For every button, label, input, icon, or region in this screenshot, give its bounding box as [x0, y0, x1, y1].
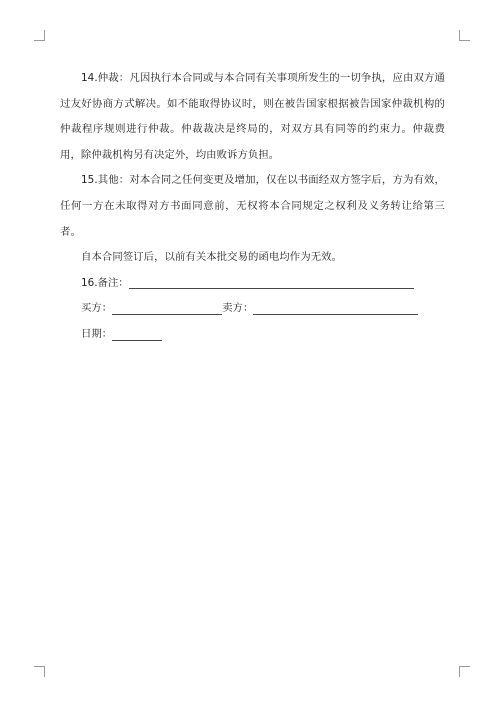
crop-mark-bottom-left — [34, 666, 45, 677]
remark-line — [60, 271, 445, 297]
date-label: 日期： — [81, 327, 113, 340]
buyer-blank[interactable] — [112, 302, 222, 315]
clause-other: 15.其他：对本合同之任何变更及增加，仅在以书面经双方签字后，方为有效，任何一方在未取得对方书面同意前，无权将本合同规定之权利及义务转让给第三者。 — [60, 174, 445, 238]
clause-arbitration: 14.仲裁：凡因执行本合同或与本合同有关事项所发生的一切争执，应由双方通过友好协商方式解决。如不能取得协议时，则在被告国家根据被告国家仲裁机构的仲裁程序规则进行仲裁。仲裁裁决是终局的，对双方具有同等的约束力。仲裁费用，除仲裁机构另有决定外，均由败诉方负担。 — [60, 72, 445, 161]
remark-blank[interactable] — [129, 276, 414, 289]
crop-mark-bottom-right — [459, 666, 470, 677]
remark-label: 16.备注： — [81, 276, 129, 289]
buyer-label: 买方： — [81, 302, 113, 315]
seller-label: 卖方： — [222, 302, 254, 315]
signature-line — [60, 296, 445, 322]
crop-mark-top-right — [459, 30, 470, 41]
date-line — [60, 322, 445, 348]
crop-mark-top-left — [34, 30, 45, 41]
contract-body — [60, 66, 445, 348]
date-blank[interactable] — [112, 328, 162, 341]
seller-blank[interactable] — [253, 302, 418, 315]
clause-validity: 自本合同签订后，以前有关本批交易的函电均作为无效。 — [81, 251, 343, 264]
